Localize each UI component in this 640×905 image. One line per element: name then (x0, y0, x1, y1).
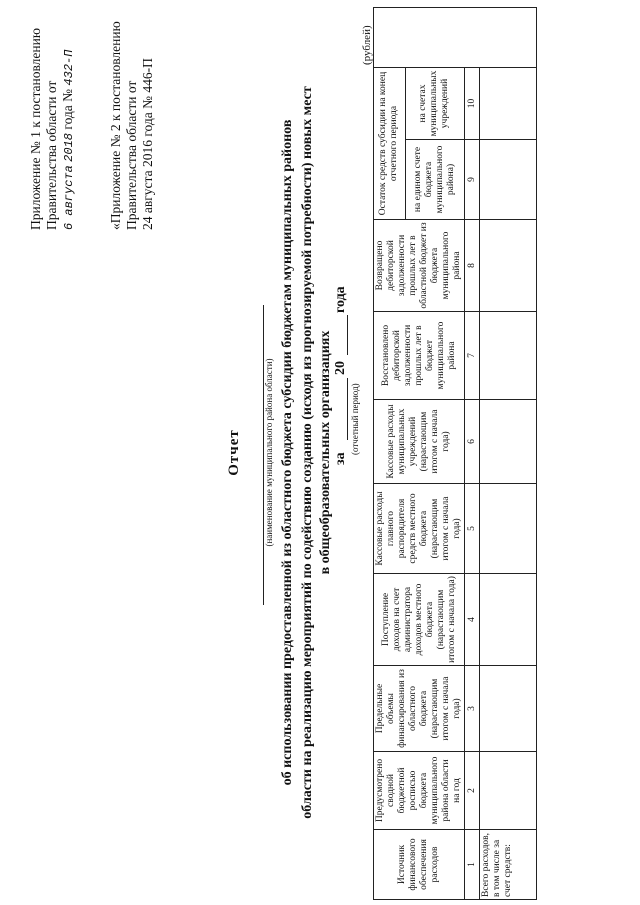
annex-line-6: 24 августа 2016 года № 446-П (140, 58, 155, 230)
cell-total-4 (480, 574, 537, 666)
header-cash-main: Кассовые расходы главного распорядителя средств местного бюджета (нарастающим итогом с начала года) (374, 484, 465, 574)
col-num-9: 9 (465, 140, 480, 220)
row-label-total: Всего расходов, в том числе за счет средств: (480, 830, 537, 900)
period-za: за (333, 452, 348, 465)
cell-total-8 (480, 220, 537, 312)
col-num-10: 10 (465, 67, 480, 139)
header-returned: Возвращено дебиторской задолженности прошлых лет в областной бюджет из бюджета муниципального района (374, 220, 465, 312)
header-restored: Восстановлено дебиторской задолженности прошлых лет в бюджет муниципального района (374, 312, 465, 400)
title-line-3: в общеобразовательных организациях (318, 330, 333, 575)
report-table (373, 7, 537, 900)
document-title: Отчет (226, 429, 242, 476)
annex-date: 6 августа (62, 165, 76, 230)
sub-header-inst-accounts: на счетах муниципальных учреждений (405, 67, 464, 139)
annex-year-label: года № (60, 88, 75, 130)
annex-line-2: Правительства области от (44, 80, 59, 230)
table-row-total (480, 7, 537, 899)
col-num-5: 5 (465, 484, 480, 574)
col-num-6: 6 (465, 400, 480, 484)
annex-line-1: Приложение № 1 к постановлению (28, 28, 43, 230)
year-underline (347, 315, 348, 355)
header-balance: Остаток средств субсидии на конец отчетного периода (374, 67, 406, 219)
col-num-8: 8 (465, 220, 480, 312)
sub-header-single-account: на едином счете бюджета муниципального района) (405, 140, 464, 220)
header-row (374, 7, 406, 899)
period-twenty: 20 (333, 361, 348, 375)
cell-total-7 (480, 312, 537, 400)
header-cash-inst: Кассовые расходы муниципальных учреждений (нарастающим итогом с начала года) (374, 400, 465, 484)
col-num-7: 7 (465, 312, 480, 400)
cell-total-9 (480, 140, 537, 220)
col-num-2: 2 (465, 752, 480, 830)
col-num-3: 3 (465, 666, 480, 752)
period-caption: (отчетный период) (350, 383, 360, 455)
title-line-2: области на реализацию мероприятий по содействию созданию (исходя из прогнозируемой потребности) новых мест (300, 86, 315, 819)
annex-year: 2018 (62, 133, 76, 162)
period-goda: года (333, 286, 348, 313)
cell-total-2 (480, 752, 537, 830)
municipality-caption: (наименование муниципального района области) (264, 358, 274, 547)
col-num-1: 1 (465, 830, 480, 900)
annex-line-4: «Приложение № 2 к постановлению (108, 21, 123, 230)
unit-label: (рублей) (361, 25, 373, 65)
blank-column (374, 7, 537, 67)
header-limits: Предельные объемы финансирования из областного бюджета (нарастающим итогом с начала года) (374, 666, 465, 752)
cell-total-3 (480, 666, 537, 752)
cell-total-6 (480, 400, 537, 484)
annex-number: 432-П (62, 49, 76, 86)
header-planned: Предусмотрено сводной бюджетной росписью бюджета муниципального района области на год (374, 752, 465, 830)
header-receipts: Поступление доходов на счет администратора доходов местного бюджета (нарастающим итогом с начала года) (374, 574, 465, 666)
col-num-4: 4 (465, 574, 480, 666)
annex-line-3 (60, 50, 77, 230)
title-line-1: об использовании предоставленной из областного бюджета субсидии бюджетам муниципальных районов (280, 119, 295, 786)
header-source: Источник финансового обеспечения расходов (374, 830, 465, 900)
annex-line-5: Правительства области от (124, 80, 139, 230)
column-number-row (465, 7, 480, 899)
cell-total-5 (480, 484, 537, 574)
cell-total-10 (480, 67, 537, 139)
period-underline (347, 378, 348, 440)
